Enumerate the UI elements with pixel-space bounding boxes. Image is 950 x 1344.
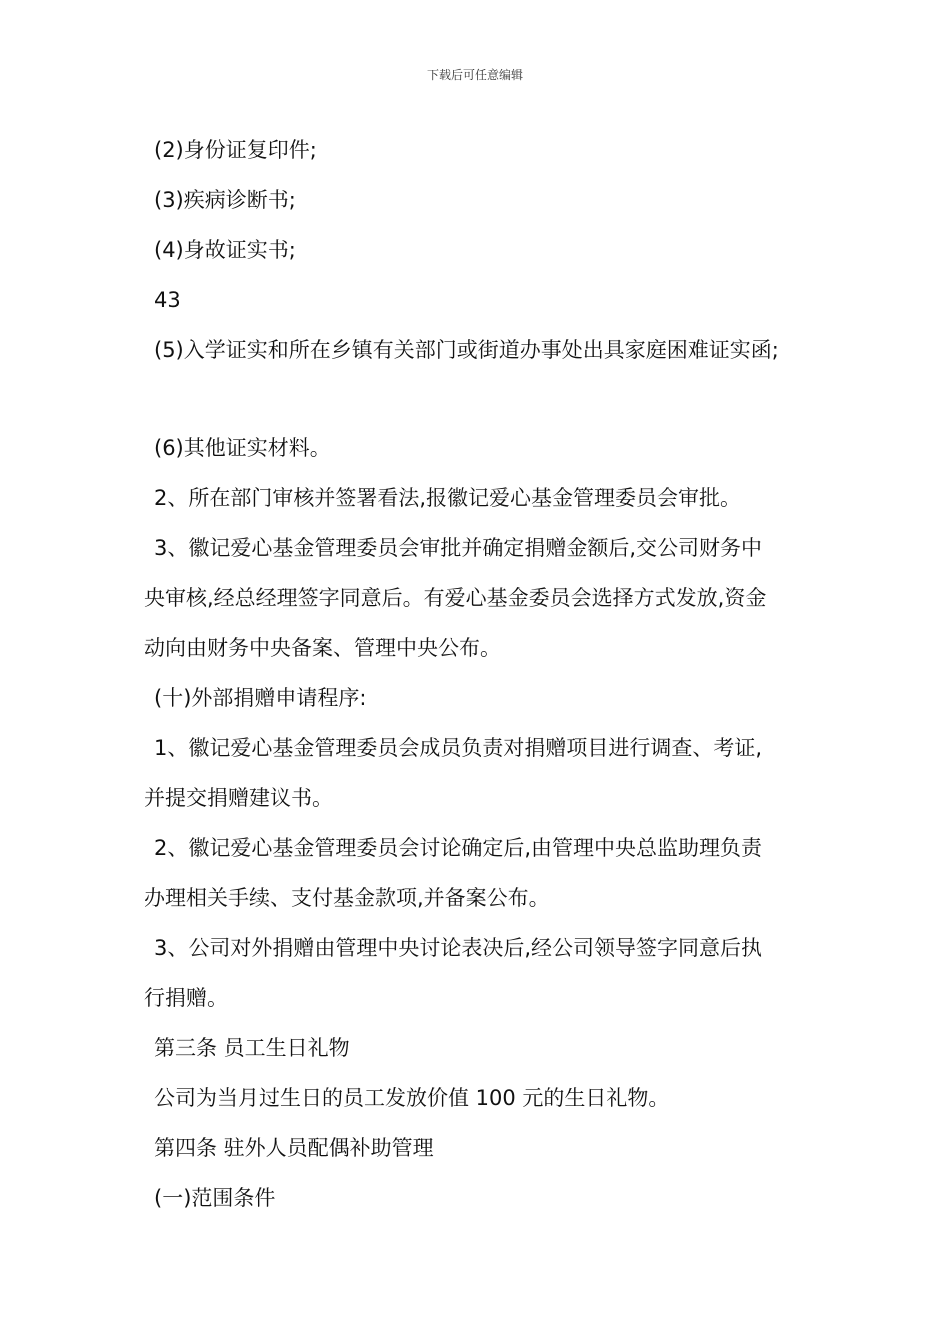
section-heading: (一)范围条件	[154, 1186, 276, 1210]
article-heading: 第三条 员工生日礼物	[154, 1036, 350, 1060]
text-line: 1、徽记爱心基金管理委员会成员负责对捐赠项目进行调查、考证,	[154, 736, 763, 760]
text-line: 3、公司对外捐赠由管理中央讨论表决后,经公司领导签字同意后执	[154, 936, 763, 960]
text-line: 办理相关手续、支付基金款项,并备案公布。	[144, 886, 550, 910]
text-line: (5)入学证实和所在乡镇有关部门或街道办事处出具家庭困难证实函;	[154, 338, 779, 362]
text-line: (4)身故证实书;	[154, 238, 296, 262]
section-heading: (十)外部捐赠申请程序:	[154, 686, 367, 710]
text-line: 3、徽记爱心基金管理委员会审批并确定捐赠金额后,交公司财务中	[154, 536, 763, 560]
text-line: 并提交捐赠建议书。	[144, 786, 333, 810]
text-line: (2)身份证复印件;	[154, 138, 317, 162]
text-line: 行捐赠。	[144, 986, 228, 1010]
page-number: 43	[154, 288, 181, 312]
text-line: 公司为当月过生日的员工发放价值 100 元的生日礼物。	[154, 1086, 670, 1110]
text-line: 动向由财务中央备案、管理中央公布。	[144, 636, 501, 660]
text-line: (3)疾病诊断书;	[154, 188, 296, 212]
text-line: 2、徽记爱心基金管理委员会讨论确定后,由管理中央总监助理负责	[154, 836, 763, 860]
text-line: 2、所在部门审核并签署看法,报徽记爱心基金管理委员会审批。	[154, 486, 742, 510]
article-heading: 第四条 驻外人员配偶补助管理	[154, 1136, 434, 1160]
page-header: 下载后可任意编辑	[426, 68, 523, 82]
text-line: (6)其他证实材料。	[154, 436, 331, 460]
text-line: 央审核,经总经理签字同意后。有爱心基金委员会选择方式发放,资金	[144, 586, 767, 610]
